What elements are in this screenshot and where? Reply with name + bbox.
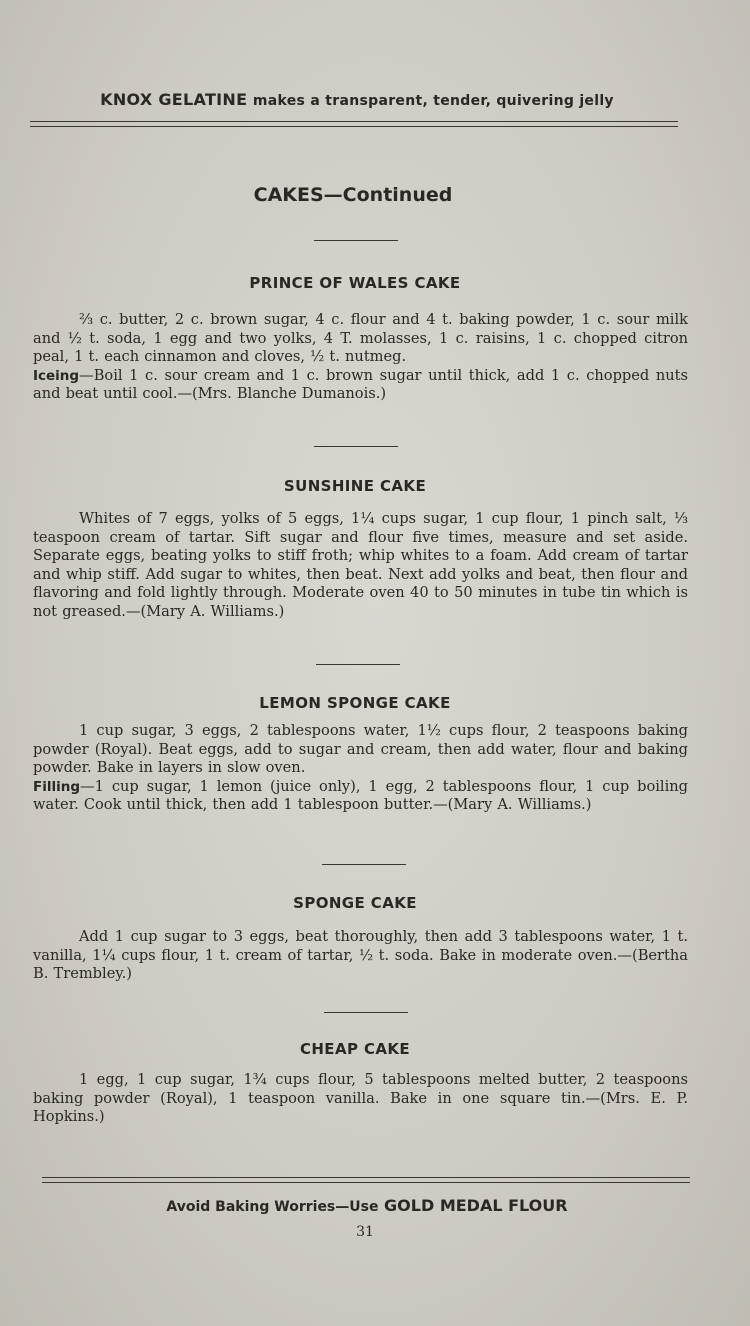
footer-slogan: Avoid Baking Worries—Use bbox=[166, 1199, 379, 1215]
header-double-rule bbox=[30, 121, 678, 127]
filling-text: —1 cup sugar, 1 lemon (juice only), 1 egg, 2 tablespoons flour, 1 cup boiling water. Cook until thick, then add 1 tablespoon butter.—(Mary A. Williams.) bbox=[33, 777, 688, 814]
iceing-label: Iceing bbox=[33, 367, 80, 384]
page-title: CAKES—Continued bbox=[253, 184, 453, 206]
header-brand: KNOX GELATINE bbox=[100, 90, 248, 109]
recipe-body-lemon-sponge bbox=[33, 722, 688, 815]
running-footer bbox=[40, 1196, 694, 1215]
filling-label: Filling bbox=[33, 778, 81, 795]
recipe-title-sunshine: SUNSHINE CAKE bbox=[283, 477, 427, 495]
recipe-title-lemon-sponge: LEMON SPONGE CAKE bbox=[259, 694, 451, 712]
header-slogan: makes a transparent, tender, quivering jelly bbox=[252, 93, 614, 109]
divider bbox=[324, 1012, 408, 1013]
running-header bbox=[34, 90, 680, 109]
recipe-body-prince-of-wales bbox=[33, 311, 688, 404]
footer-brand: GOLD MEDAL FLOUR bbox=[384, 1196, 568, 1215]
divider bbox=[316, 664, 400, 665]
recipe-title-prince-of-wales: PRINCE OF WALES CAKE bbox=[249, 274, 461, 292]
divider bbox=[322, 864, 406, 865]
recipe-title-sponge: SPONGE CAKE bbox=[293, 894, 417, 912]
recipe-title-cheap: CHEAP CAKE bbox=[299, 1040, 411, 1058]
recipe-body-cheap: 1 egg, 1 cup sugar, 1¾ cups flour, 5 tablespoons melted butter, 2 teaspoons baking powder (Royal), 1 teaspoon vanilla. Bake in one square tin.—(Mrs. E. P. Hopkins.) bbox=[33, 1071, 688, 1126]
recipe-text: ⅔ c. butter, 2 c. brown sugar, 4 c. flour and 4 t. baking powder, 1 c. sour milk and ½ t. soda, 1 egg and two yolks, 4 T. molasses, 1 c. raisins, 1 c. chopped citron peal, 1 t. each cinnamon and cloves, ½ t. nutmeg. bbox=[33, 311, 688, 366]
footer-double-rule bbox=[42, 1177, 690, 1183]
iceing-text: —Boil 1 c. sour cream and 1 c. brown sugar until thick, add 1 c. chopped nuts and beat until cool.—(Mrs. Blanche Dumanois.) bbox=[33, 366, 688, 403]
recipe-body-sponge: Add 1 cup sugar to 3 eggs, beat thoroughly, then add 3 tablespoons water, 1 t. vanilla, 1¼ cups flour, 1 t. cream of tartar, ½ t. soda. Bake in moderate oven.—(Bertha B. Trembley.) bbox=[33, 928, 688, 983]
divider bbox=[314, 446, 398, 447]
recipe-body-sunshine: Whites of 7 eggs, yolks of 5 eggs, 1¼ cups sugar, 1 cup flour, 1 pinch salt, ⅓ teaspoon cream of tartar. Sift sugar and flour five times, measure and set aside. Separate eggs, beating yolks to stiff froth; whip whites to a foam. Add cream of tartar and whip stiff. Add sugar to whites, then beat. Next add yolks and beat, then flour and flavoring and fold lightly through. Moderate oven 40 to 50 minutes in tube tin which is not greased.—(Mary A. Williams.) bbox=[33, 510, 688, 620]
divider bbox=[314, 240, 398, 241]
page-number: 31 bbox=[356, 1224, 374, 1240]
recipe-text: 1 cup sugar, 3 eggs, 2 tablespoons water, 1½ cups flour, 2 teaspoons baking powder (Royal). Beat eggs, add to sugar and cream, then add water, flour and baking powder. Bake in layers in slow oven. bbox=[33, 722, 688, 777]
